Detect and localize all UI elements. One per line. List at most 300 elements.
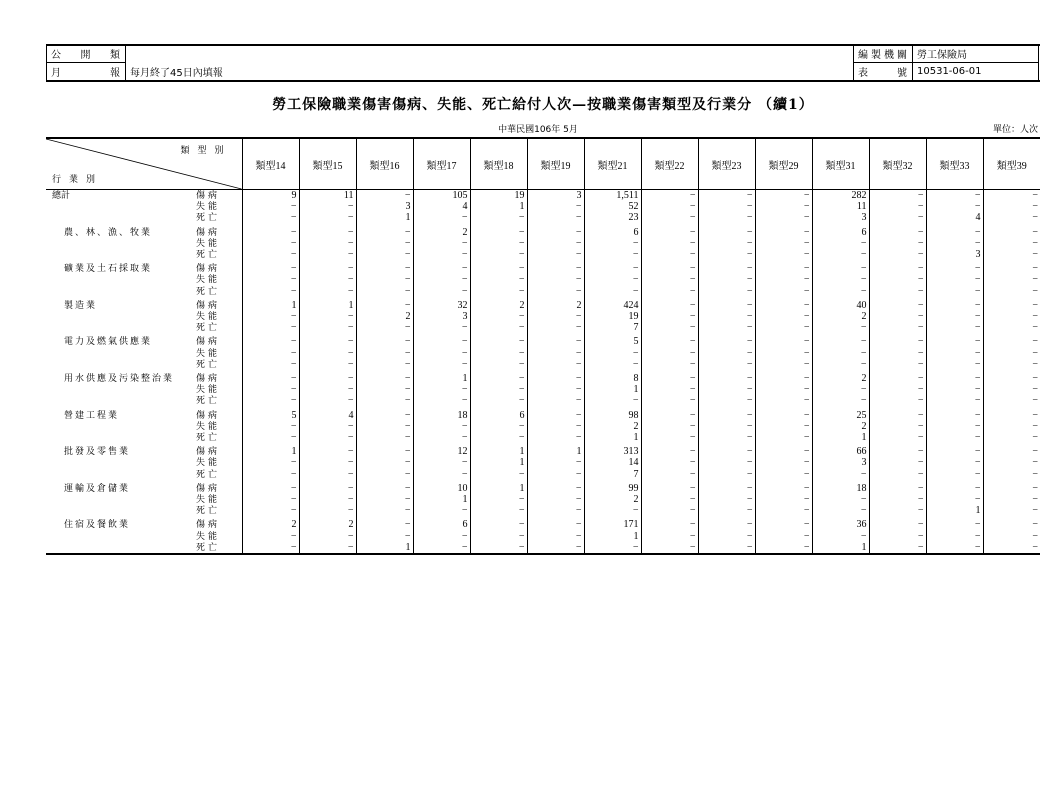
table-cell: −: [413, 542, 470, 554]
table-cell: 7: [584, 322, 641, 333]
table-cell: −: [926, 370, 983, 384]
table-cell: −: [755, 494, 812, 505]
table-cell: −: [527, 322, 584, 333]
table-cell: −: [641, 370, 698, 384]
table-cell: −: [698, 333, 755, 347]
table-cell: 2: [242, 516, 299, 530]
table-cell: −: [641, 480, 698, 494]
table-cell: −: [242, 286, 299, 297]
table-cell: −: [299, 370, 356, 384]
table-cell: −: [812, 249, 869, 260]
table-cell: −: [584, 274, 641, 285]
row-type-label: 失能: [196, 237, 221, 248]
meta-value: 每月終了45日內填報: [130, 68, 223, 79]
table-cell: −: [299, 443, 356, 457]
table-cell: −: [755, 348, 812, 359]
table-cell: −: [527, 531, 584, 542]
corner-industry-label: 行業別: [52, 174, 104, 184]
table-cell: −: [356, 480, 413, 494]
table-cell: −: [527, 494, 584, 505]
industry-cell-empty: [46, 542, 196, 554]
table-cell: −: [242, 432, 299, 443]
row-type-label: 傷病: [196, 263, 221, 274]
table-cell: −: [299, 322, 356, 333]
table-cell: −: [356, 249, 413, 260]
table-row: [46, 505, 1040, 516]
table-cell: −: [470, 333, 527, 347]
table-cell: −: [698, 249, 755, 260]
industry-name: 總計: [52, 190, 71, 200]
table-cell: −: [356, 395, 413, 406]
table-cell: −: [983, 542, 1040, 554]
industry-cell-empty: [46, 348, 196, 359]
table-cell: −: [698, 238, 755, 249]
table-row: [46, 395, 1040, 406]
table-cell: −: [926, 542, 983, 554]
table-cell: −: [698, 311, 755, 322]
table-cell: −: [926, 516, 983, 530]
column-header: 類型23: [698, 138, 755, 190]
table-cell: −: [242, 322, 299, 333]
table-cell: −: [926, 432, 983, 443]
row-type-label: 失能: [196, 530, 221, 541]
table-row: [46, 432, 1040, 443]
table-cell: −: [641, 348, 698, 359]
industry-cell-empty: [46, 531, 196, 542]
industry-cell: [46, 480, 196, 494]
table-cell: −: [698, 359, 755, 370]
table-cell: 1: [470, 480, 527, 494]
table-cell: −: [299, 432, 356, 443]
table-cell: 9: [242, 190, 299, 202]
industry-name: 住宿及餐飲業: [64, 519, 131, 530]
table-row: [46, 249, 1040, 260]
table-cell: −: [413, 457, 470, 468]
table-cell: −: [926, 190, 983, 202]
table-cell: −: [242, 260, 299, 274]
meta-value: 10531-06-01: [913, 63, 1039, 81]
industry-name: 農、林、漁、牧業: [64, 226, 153, 237]
table-cell: −: [755, 260, 812, 274]
table-cell: −: [983, 432, 1040, 443]
table-cell: 1: [470, 201, 527, 212]
row-type-label: 失能: [196, 201, 221, 212]
table-cell: −: [356, 505, 413, 516]
table-cell: 3: [527, 190, 584, 202]
table-cell: −: [698, 260, 755, 274]
table-cell: −: [812, 469, 869, 480]
table-cell: −: [527, 311, 584, 322]
column-header: 類型21: [584, 138, 641, 190]
table-cell: 2: [356, 311, 413, 322]
table-cell: 1: [812, 432, 869, 443]
table-row: [46, 348, 1040, 359]
table-cell: 1: [470, 457, 527, 468]
industry-cell: [46, 370, 196, 384]
table-cell: 6: [413, 516, 470, 530]
table-cell: −: [413, 333, 470, 347]
table-cell: −: [812, 322, 869, 333]
table-cell: 10: [413, 480, 470, 494]
table-cell: −: [983, 407, 1040, 421]
table-cell: −: [299, 333, 356, 347]
table-cell: 11: [812, 201, 869, 212]
table-cell: 4: [926, 212, 983, 223]
table-cell: −: [641, 297, 698, 311]
table-cell: −: [641, 201, 698, 212]
table-cell: −: [869, 212, 926, 223]
table-cell: −: [812, 384, 869, 395]
table-cell: −: [584, 359, 641, 370]
table-cell: −: [470, 421, 527, 432]
row-type-label: 傷病: [196, 336, 221, 347]
table-cell: −: [926, 274, 983, 285]
table-cell: −: [413, 238, 470, 249]
table-cell: −: [641, 469, 698, 480]
table-cell: −: [527, 542, 584, 554]
table-cell: 11: [299, 190, 356, 202]
table-cell: −: [983, 249, 1040, 260]
table-cell: 52: [584, 201, 641, 212]
table-cell: −: [242, 224, 299, 238]
table-cell: −: [869, 322, 926, 333]
row-type-label: 傷病: [196, 373, 221, 384]
industry-name: 製造業: [64, 299, 98, 310]
table-cell: −: [869, 443, 926, 457]
table-cell: −: [527, 348, 584, 359]
industry-name: 電力及燃氣供應業: [64, 336, 153, 347]
table-cell: −: [242, 505, 299, 516]
table-cell: −: [869, 201, 926, 212]
table-cell: −: [812, 359, 869, 370]
table-cell: −: [755, 505, 812, 516]
table-row: [46, 297, 1040, 311]
table-cell: −: [926, 359, 983, 370]
table-cell: −: [698, 274, 755, 285]
table-cell: −: [527, 505, 584, 516]
table-cell: −: [869, 297, 926, 311]
table-cell: 25: [812, 407, 869, 421]
row-type-label: 傷病: [196, 299, 221, 310]
table-row: [46, 370, 1040, 384]
table-cell: −: [983, 443, 1040, 457]
table-cell: −: [869, 333, 926, 347]
table-cell: −: [983, 370, 1040, 384]
table-cell: −: [413, 359, 470, 370]
table-cell: 1: [242, 443, 299, 457]
table-cell: −: [698, 224, 755, 238]
column-header: 類型32: [869, 138, 926, 190]
row-type-label: 傷病: [196, 226, 221, 237]
table-cell: 2: [527, 297, 584, 311]
table-cell: −: [698, 542, 755, 554]
table-cell: −: [299, 274, 356, 285]
table-body: [46, 190, 1040, 555]
table-cell: −: [356, 531, 413, 542]
industry-cell-empty: [46, 421, 196, 432]
table-cell: −: [698, 297, 755, 311]
table-cell: 8: [584, 370, 641, 384]
table-cell: −: [470, 505, 527, 516]
table-cell: −: [698, 421, 755, 432]
industry-cell-empty: [46, 432, 196, 443]
table-cell: 2: [413, 224, 470, 238]
table-cell: −: [527, 224, 584, 238]
table-cell: −: [926, 494, 983, 505]
table-cell: −: [299, 286, 356, 297]
table-cell: −: [641, 384, 698, 395]
table-cell: −: [926, 286, 983, 297]
table-cell: −: [812, 238, 869, 249]
table-cell: −: [698, 469, 755, 480]
table-cell: −: [641, 505, 698, 516]
table-cell: −: [755, 421, 812, 432]
table-cell: −: [926, 421, 983, 432]
table-cell: −: [242, 494, 299, 505]
table-cell: −: [527, 457, 584, 468]
table-row: [46, 212, 1040, 223]
column-header: 類型31: [812, 138, 869, 190]
table-cell: −: [299, 505, 356, 516]
industry-cell: [46, 516, 196, 530]
table-cell: −: [869, 480, 926, 494]
table-cell: −: [869, 359, 926, 370]
table-cell: −: [641, 407, 698, 421]
table-row: [46, 384, 1040, 395]
table-cell: 2: [299, 516, 356, 530]
table-cell: −: [299, 480, 356, 494]
table-cell: −: [584, 286, 641, 297]
table-cell: −: [755, 190, 812, 202]
row-type-label: 失能: [196, 384, 221, 395]
table-cell: 6: [812, 224, 869, 238]
table-cell: −: [470, 212, 527, 223]
table-cell: −: [698, 190, 755, 202]
table-cell: 2: [812, 311, 869, 322]
table-cell: 1: [299, 297, 356, 311]
table-cell: −: [242, 421, 299, 432]
table-cell: 3: [356, 201, 413, 212]
table-cell: −: [527, 469, 584, 480]
table-row: [46, 333, 1040, 347]
page-title: 勞工保險職業傷害傷病、失能、死亡給付人次—按職業傷害類型及行業分 （續1）: [272, 97, 814, 113]
industry-cell-empty: [46, 249, 196, 260]
table-cell: −: [413, 348, 470, 359]
table-row: [46, 542, 1040, 554]
table-cell: −: [356, 322, 413, 333]
industry-cell: [46, 190, 196, 202]
table-cell: −: [755, 516, 812, 530]
industry-cell: [46, 224, 196, 238]
table-cell: −: [641, 190, 698, 202]
table-cell: −: [698, 286, 755, 297]
table-cell: −: [413, 384, 470, 395]
table-cell: −: [356, 333, 413, 347]
table-cell: −: [242, 359, 299, 370]
table-cell: −: [413, 505, 470, 516]
table-cell: −: [242, 542, 299, 554]
industry-cell-empty: [46, 384, 196, 395]
column-header: 類型29: [755, 138, 812, 190]
table-cell: 5: [242, 407, 299, 421]
column-header: 類型16: [356, 138, 413, 190]
table-cell: −: [641, 212, 698, 223]
table-cell: −: [926, 201, 983, 212]
table-cell: −: [869, 249, 926, 260]
table-cell: 3: [926, 249, 983, 260]
table-cell: 313: [584, 443, 641, 457]
table-cell: −: [242, 238, 299, 249]
header-meta-right: [853, 44, 1039, 81]
table-cell: 19: [584, 311, 641, 322]
table-cell: −: [356, 407, 413, 421]
table-row: [46, 359, 1040, 370]
table-cell: −: [755, 480, 812, 494]
table-cell: −: [869, 421, 926, 432]
table-cell: −: [470, 359, 527, 370]
table-cell: 6: [470, 407, 527, 421]
table-cell: −: [983, 457, 1040, 468]
table-cell: −: [356, 238, 413, 249]
table-cell: −: [926, 443, 983, 457]
table-cell: −: [869, 407, 926, 421]
table-cell: −: [926, 224, 983, 238]
table-cell: −: [983, 384, 1040, 395]
table-row: [46, 201, 1040, 212]
table-cell: −: [755, 531, 812, 542]
table-cell: −: [413, 469, 470, 480]
table-cell: −: [926, 322, 983, 333]
table-cell: 18: [413, 407, 470, 421]
report-date: 中華民國106年 5月: [498, 125, 578, 135]
table-cell: −: [470, 311, 527, 322]
table-cell: −: [242, 457, 299, 468]
table-cell: −: [983, 480, 1040, 494]
table-cell: −: [812, 260, 869, 274]
column-header: 類型39: [983, 138, 1040, 190]
table-cell: 1: [584, 432, 641, 443]
table-cell: −: [983, 505, 1040, 516]
row-type-label: 死亡: [196, 322, 221, 333]
table-cell: −: [926, 407, 983, 421]
table-cell: −: [584, 238, 641, 249]
meta-value: [126, 45, 227, 63]
table-cell: −: [755, 311, 812, 322]
table-cell: −: [983, 286, 1040, 297]
row-type-label: 傷病: [196, 446, 221, 457]
table-cell: 6: [584, 224, 641, 238]
table-cell: 14: [584, 457, 641, 468]
industry-cell-empty: [46, 274, 196, 285]
table-cell: 1: [527, 443, 584, 457]
table-cell: −: [641, 249, 698, 260]
table-cell: −: [698, 395, 755, 406]
industry-cell-empty: [46, 457, 196, 468]
table-cell: −: [299, 260, 356, 274]
table-cell: −: [698, 516, 755, 530]
table-cell: 424: [584, 297, 641, 311]
table-row: [46, 286, 1040, 297]
table-cell: −: [242, 469, 299, 480]
meta-key: 公開類: [47, 45, 126, 63]
table-cell: 2: [584, 421, 641, 432]
table-cell: −: [299, 224, 356, 238]
unit-label: 單位：人次: [992, 125, 1038, 135]
table-cell: 4: [299, 407, 356, 421]
table-cell: −: [755, 469, 812, 480]
industry-cell-empty: [46, 238, 196, 249]
table-cell: −: [356, 190, 413, 202]
table-cell: −: [755, 322, 812, 333]
meta-key: 月報: [47, 63, 126, 81]
table-cell: −: [869, 516, 926, 530]
row-type-label: 失能: [196, 347, 221, 358]
table-cell: 3: [812, 457, 869, 468]
table-cell: 3: [812, 212, 869, 223]
table-cell: −: [527, 359, 584, 370]
table-cell: −: [356, 370, 413, 384]
table-cell: −: [527, 370, 584, 384]
table-row: [46, 407, 1040, 421]
table-cell: −: [470, 260, 527, 274]
table-cell: −: [242, 395, 299, 406]
table-cell: −: [755, 224, 812, 238]
table-cell: −: [641, 311, 698, 322]
table-cell: −: [641, 224, 698, 238]
table-cell: −: [242, 274, 299, 285]
industry-cell: [46, 407, 196, 421]
row-type-label: 死亡: [196, 505, 221, 516]
table-cell: −: [812, 505, 869, 516]
table-cell: 12: [413, 443, 470, 457]
table-cell: −: [755, 297, 812, 311]
table-cell: −: [299, 494, 356, 505]
table-cell: −: [869, 260, 926, 274]
table-cell: −: [641, 274, 698, 285]
table-cell: −: [299, 348, 356, 359]
table-cell: −: [983, 260, 1040, 274]
table-cell: −: [470, 384, 527, 395]
table-cell: −: [812, 286, 869, 297]
table-cell: −: [698, 407, 755, 421]
table-cell: −: [470, 274, 527, 285]
table-cell: −: [470, 370, 527, 384]
table-cell: −: [641, 457, 698, 468]
table-cell: −: [299, 384, 356, 395]
table-cell: −: [299, 457, 356, 468]
table-cell: −: [584, 542, 641, 554]
table-cell: −: [470, 516, 527, 530]
table-cell: 1: [584, 531, 641, 542]
table-cell: −: [641, 333, 698, 347]
table-cell: −: [755, 407, 812, 421]
table-cell: 36: [812, 516, 869, 530]
table-row: [46, 260, 1040, 274]
table-cell: −: [356, 297, 413, 311]
table-cell: −: [584, 348, 641, 359]
industry-cell: [46, 260, 196, 274]
table-cell: −: [641, 260, 698, 274]
column-header: 類型15: [299, 138, 356, 190]
table-cell: −: [299, 311, 356, 322]
table-cell: −: [869, 494, 926, 505]
table-row: [46, 443, 1040, 457]
table-cell: −: [983, 469, 1040, 480]
table-cell: −: [641, 542, 698, 554]
table-cell: −: [983, 274, 1040, 285]
table-cell: −: [527, 201, 584, 212]
table-cell: −: [755, 395, 812, 406]
